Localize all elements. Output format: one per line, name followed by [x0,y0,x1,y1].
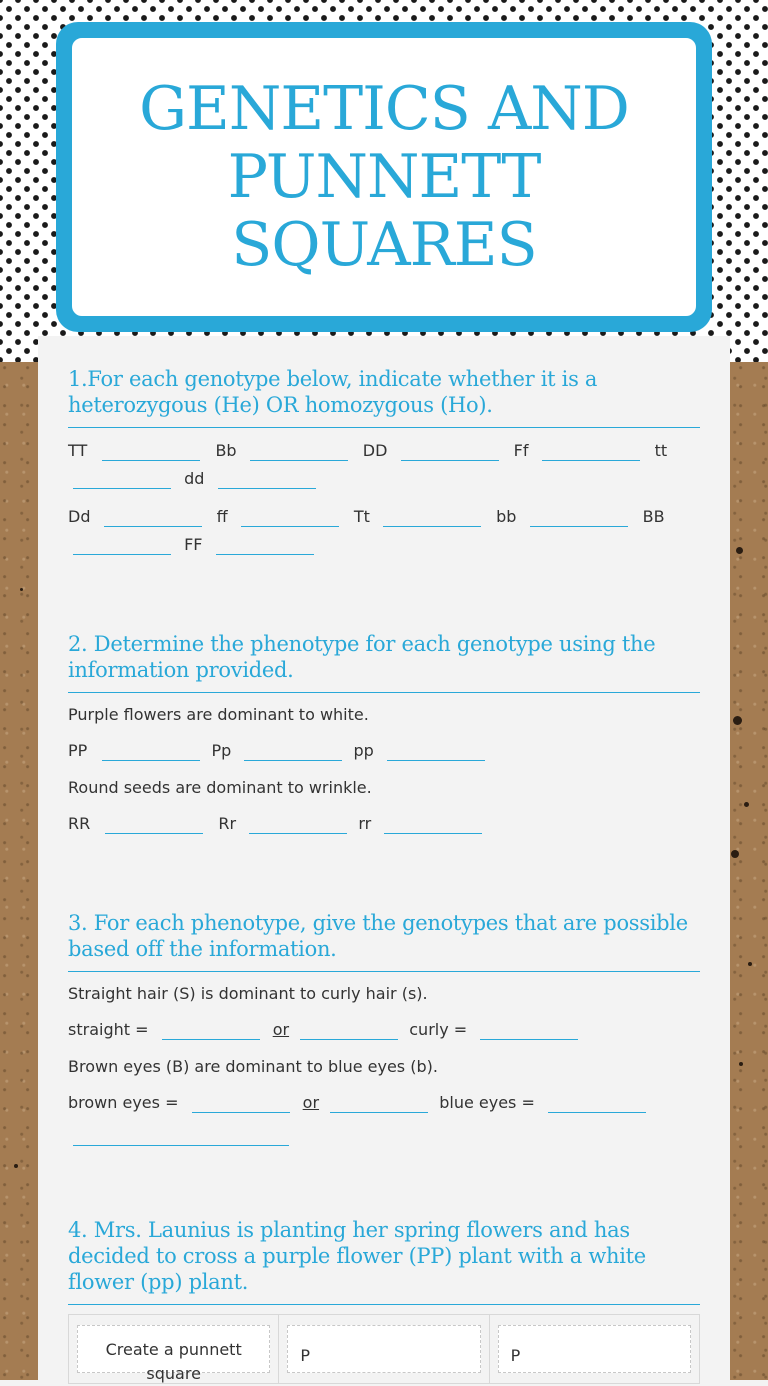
punnett-cell [69,1315,279,1383]
answer-blank[interactable] [73,1131,289,1146]
answer-blank[interactable] [218,474,316,489]
genotype-label: RR [68,814,91,833]
genotype-label: ff [216,507,228,526]
title-card [56,22,712,332]
q3-info-1: Straight hair (S) is dominant to curly hair (s). [68,984,428,1003]
q2-info-1: Purple flowers are dominant to white. [68,705,369,724]
question-1-title: 1.For each genotype below, indicate whether it is a heterozygous (He) OR homozygous (Ho). [68,367,598,417]
punnett-cell-text[interactable]: P [498,1325,691,1373]
answer-blank[interactable] [548,1098,646,1113]
q1-row-2 [68,507,700,527]
answer-blank[interactable] [384,819,482,834]
phenotype-label: curly = [409,1020,468,1039]
punnett-cell [279,1315,489,1383]
punnett-cell-text[interactable]: P [287,1325,480,1373]
answer-blank[interactable] [387,746,485,761]
q2-row-2 [68,814,700,834]
answer-blank[interactable] [104,512,202,527]
q1-row-1b [68,469,700,489]
phenotype-label: brown eyes = [68,1093,179,1112]
question-3-rule [68,971,700,972]
answer-blank[interactable] [102,746,200,761]
question-2-title: 2. Determine the phenotype for each genotype using the information provided. [68,632,656,682]
genotype-label: PP [68,741,88,760]
answer-blank[interactable] [244,746,342,761]
answer-blank[interactable] [241,512,339,527]
q2-info-2: Round seeds are dominant to wrinkle. [68,778,372,797]
answer-blank[interactable] [542,446,640,461]
genotype-label: Rr [218,814,237,833]
genotype-label: Dd [68,507,91,526]
punnett-cell [490,1315,699,1383]
question-4-rule [68,1304,700,1305]
answer-blank[interactable] [73,474,171,489]
or-label: or [302,1093,320,1112]
q3-info-2: Brown eyes (B) are dominant to blue eyes (b). [68,1057,438,1076]
q1-row-2b [68,535,700,555]
or-label: or [272,1020,290,1039]
genotype-label: BB [642,507,665,526]
q2-row-1 [68,741,700,761]
punnett-cell-text[interactable]: Create a punnett square [77,1325,270,1373]
question-3-title: 3. For each phenotype, give the genotypes that are possible based off the information. [68,911,688,961]
question-4-title: 4. Mrs. Launius is planting her spring flowers and has decided to cross a purple flower (PP) plant with a white flower (pp) plant. [68,1218,646,1294]
answer-blank[interactable] [300,1025,398,1040]
genotype-label: tt [654,441,668,460]
genotype-label: dd [184,469,205,488]
answer-blank[interactable] [383,512,481,527]
genotype-label: Tt [353,507,370,526]
answer-blank[interactable] [216,540,314,555]
genotype-label: Ff [513,441,529,460]
answer-blank[interactable] [102,446,200,461]
phenotype-label: straight = [68,1020,149,1039]
genotype-label: pp [353,741,374,760]
genotype-label: TT [68,441,88,460]
title-inner [70,36,698,318]
genotype-label: Pp [211,741,232,760]
answer-blank[interactable] [250,446,348,461]
q3-row-1 [68,1020,700,1040]
answer-blank[interactable] [162,1025,260,1040]
q3-row-2b [68,1126,700,1146]
genotype-label: rr [358,814,372,833]
answer-blank[interactable] [330,1098,428,1113]
genotype-label: FF [184,535,203,554]
phenotype-label: blue eyes = [439,1093,535,1112]
genotype-label: DD [362,441,388,460]
answer-blank[interactable] [401,446,499,461]
q1-row-1 [68,441,700,461]
page-title: GENETICS AND PUNNETT SQUARES [139,74,629,280]
answer-blank[interactable] [105,819,203,834]
q3-row-2 [68,1093,700,1113]
punnett-square-table [68,1314,700,1384]
answer-blank[interactable] [249,819,347,834]
answer-blank[interactable] [73,540,171,555]
answer-blank[interactable] [530,512,628,527]
question-1-rule [68,427,700,428]
genotype-label: Bb [215,441,237,460]
answer-blank[interactable] [480,1025,578,1040]
genotype-label: bb [496,507,517,526]
question-2-rule [68,692,700,693]
answer-blank[interactable] [192,1098,290,1113]
